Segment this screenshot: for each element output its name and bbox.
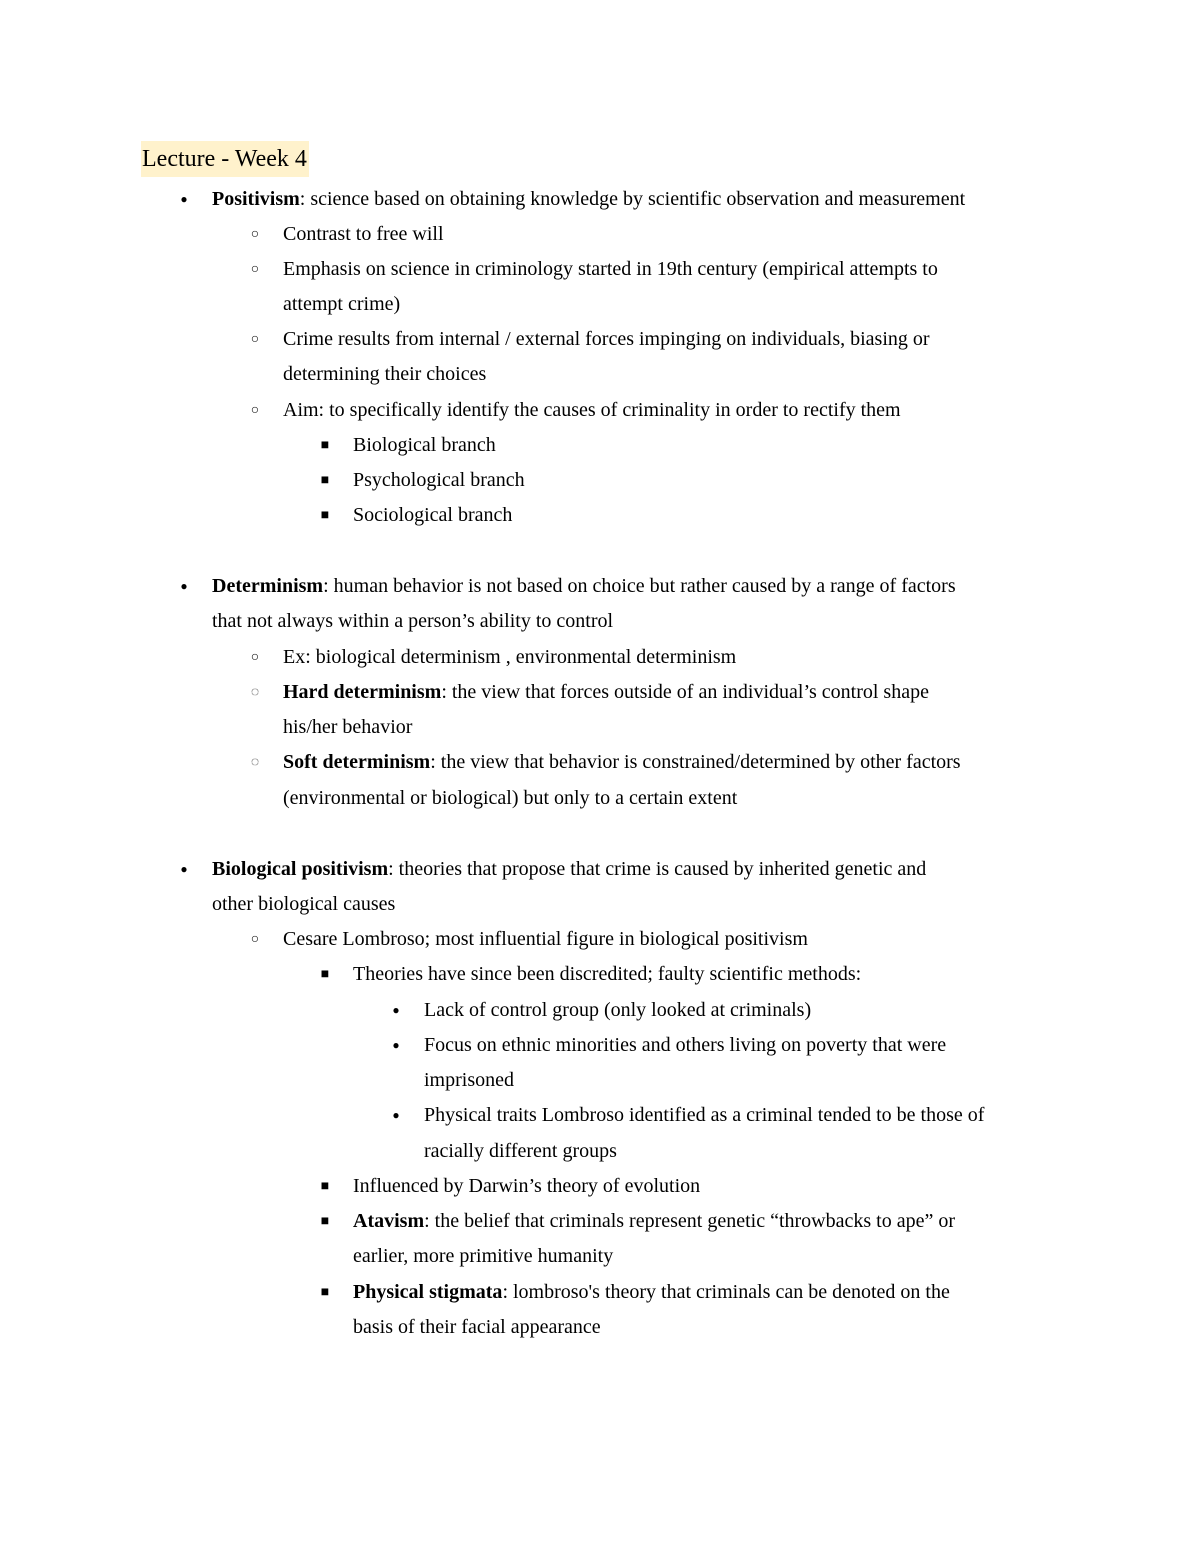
biological-positivism-definition-text: : theories that propose that crime is caused by inherited genetic and [388,858,927,880]
square-bullet-icon: ■ [320,967,330,982]
discredited-item: Theories have since been discredited; faulty scientific methods: [353,963,862,985]
square-bullet-icon: ■ [320,1179,330,1194]
filled-bullet-icon: ● [180,192,188,206]
determinism-definition-text: : human behavior is not based on choice but rather caused by a range of factors [323,575,956,597]
hollow-bullet-icon: ○ [250,332,260,347]
hard-determinism-cont: his/her behavior [283,716,413,738]
flaw-item-cont: imprisoned [424,1069,514,1091]
hard-determinism-text: : the view that forces outside of an individual’s control shape [441,681,929,703]
hollow-bullet-icon: ○ [250,227,260,242]
biological-positivism-definition-cont: other biological causes [212,893,396,915]
positivism-sub-crime-results-cont: determining their choices [283,363,487,385]
darwin-item: Influenced by Darwin’s theory of evolution [353,1175,701,1197]
flaw-item: Physical traits Lombroso identified as a criminal tended to be those of [424,1104,985,1126]
square-bullet-icon: ■ [320,1214,330,1229]
hollow-bullet-icon: ○ [250,262,260,277]
hollow-bullet-icon: ○ [250,932,260,947]
physical-stigmata-text: : lombroso's theory that criminals can be denoted on the [502,1281,950,1303]
biological-positivism-term: Biological positivism [212,858,389,880]
filled-bullet-icon: ● [392,1038,400,1052]
branch-item: Biological branch [353,434,496,456]
positivism-sub-free-will: Contrast to free will [283,223,444,245]
positivism-sub-aim: Aim: to specifically identify the causes of criminality in order to rectify them [283,399,901,421]
page-title: Lecture - Week 4 [141,141,309,177]
branch-item: Psychological branch [353,469,525,491]
positivism-definition-text: : science based on obtaining knowledge by scientific observation and measurement [299,188,966,210]
soft-determinism-text: : the view that behavior is constrained/determined by other factors [430,751,961,773]
positivism-sub-crime-results: Crime results from internal / external forces impinging on individuals, biasing or [283,328,930,350]
physical-stigmata-term: Physical stigmata [353,1281,503,1303]
hard-determinism-term: Hard determinism [283,681,442,703]
determinism-definition [212,569,956,604]
determinism-example: Ex: biological determinism , environmental determinism [283,646,737,668]
positivism-definition [212,182,965,217]
square-bullet-icon: ■ [320,508,330,523]
flaw-item: Lack of control group (only looked at criminals) [424,999,812,1021]
flaw-item-cont: racially different groups [424,1140,617,1162]
physical-stigmata-item [353,1275,950,1310]
filled-bullet-icon: ● [180,579,188,593]
square-bullet-icon: ■ [320,1285,330,1300]
soft-determinism [283,745,961,780]
lombroso-item: Cesare Lombroso; most influential figure in biological positivism [283,928,808,950]
atavism-item-cont: earlier, more primitive humanity [353,1245,614,1267]
positivism-term: Positivism [212,188,300,210]
hollow-bullet-icon: ○ [250,403,260,418]
flaw-item: Focus on ethnic minorities and others living on poverty that were [424,1034,947,1056]
branch-item: Sociological branch [353,504,513,526]
filled-bullet-icon: ● [392,1003,400,1017]
square-bullet-icon: ■ [320,473,330,488]
physical-stigmata-item-cont: basis of their facial appearance [353,1316,601,1338]
filled-bullet-icon: ● [180,862,188,876]
atavism-term: Atavism [353,1210,425,1232]
positivism-sub-emphasis-cont: attempt crime) [283,293,401,315]
soft-determinism-cont: (environmental or biological) but only to a certain extent [283,787,738,809]
positivism-sub-emphasis: Emphasis on science in criminology started in 19th century (empirical attempts to [283,258,938,280]
filled-bullet-icon: ● [392,1108,400,1122]
dotted-bullet-icon: ◌ [250,685,260,700]
hard-determinism [283,675,929,710]
hollow-bullet-icon: ○ [250,650,260,665]
dotted-bullet-icon: ◌ [250,755,260,770]
atavism-text: : the belief that criminals represent genetic “throwbacks to ape” or [424,1210,955,1232]
determinism-term: Determinism [212,575,324,597]
atavism-item [353,1204,955,1239]
determinism-definition-cont: that not always within a person’s ability to control [212,610,614,632]
biological-positivism-definition [212,852,926,887]
soft-determinism-term: Soft determinism [283,751,431,773]
square-bullet-icon: ■ [320,438,330,453]
